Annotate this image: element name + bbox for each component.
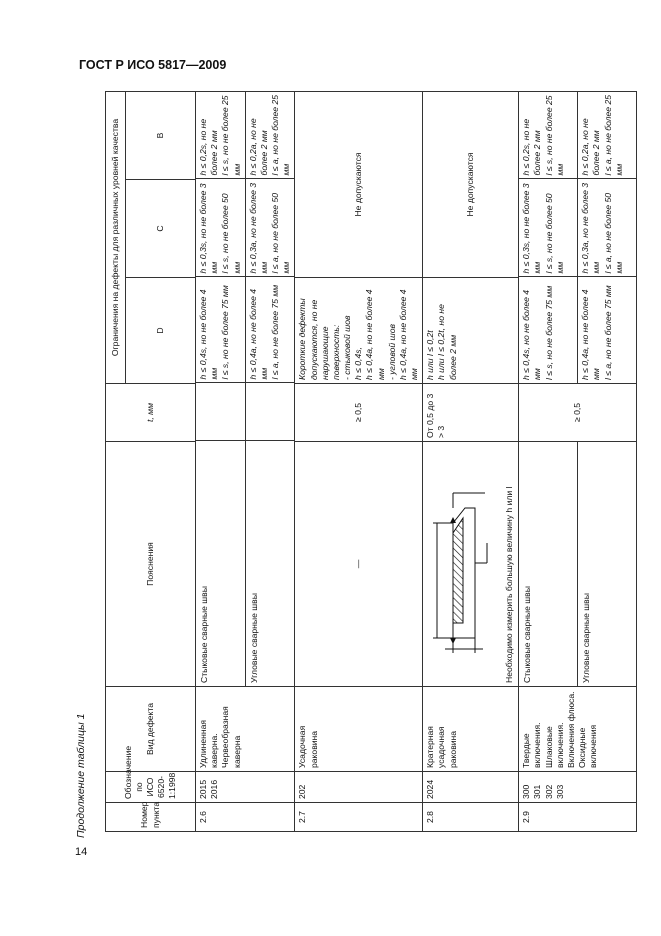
row-number: 2.8: [423, 803, 519, 832]
page-number: 14: [75, 846, 88, 858]
explanation-text: Стыковые сварные швы: [199, 586, 209, 683]
col-header-level-d: D: [126, 278, 196, 384]
limit-d: h ≤ 0,4s, но не более 4 мм l ≤ s, но не более 75 мм: [521, 285, 554, 380]
col-header-num: Номер пункта: [106, 803, 196, 832]
limit-b: h ≤ 0,2s, но не более 2 мм l ≤ s, но не более 25 мм: [519, 91, 578, 179]
col-header-iso: Обозначение по ИСО 6520-1:1998: [106, 772, 196, 803]
col-header-thickness: t, мм: [106, 384, 196, 442]
row-iso-code: 202: [295, 772, 423, 803]
page-header: ГОСТ Р ИСО 5817—2009: [79, 58, 227, 72]
limit-c: h ≤ 0,3s, но не более 3 мм l ≤ s, но не более 50 мм: [519, 179, 578, 277]
limits-subcell: [519, 91, 637, 383]
thickness-value: [196, 383, 245, 441]
limit-b: h ≤ 0,2s, но не более 2 мм l ≤ s, но не более 25 мм: [196, 91, 245, 179]
explanation-subcell: [519, 442, 637, 687]
thickness-value: ≥ 0,5: [295, 384, 423, 442]
crater-weld-diagram: [425, 445, 499, 683]
row-number: 2.7: [295, 803, 423, 832]
crater-figure-cell: [423, 442, 519, 687]
explanation-text: Угловые сварные швы: [578, 442, 637, 686]
limit-b: h ≤ 0,2a, но не более 2 мм l ≤ a, но не более 25 мм: [578, 91, 637, 179]
row-subtable: [196, 91, 295, 686]
limit-cb: Не допускаются: [423, 91, 519, 277]
col-header-limits: Ограничения на дефекты для различных уровней качества: [106, 91, 126, 383]
defects-table: [105, 91, 637, 832]
limit-d: h ≤ 0,4a, но не более 4 мм l ≤ a, но не более 75 мм: [578, 277, 637, 383]
limit-c: h ≤ 0,3a, но не более 3 мм l ≤ a, но не более 50 мм: [578, 179, 637, 277]
crater-note: Необходимо измерить большую величину h или l: [504, 486, 515, 683]
row-number: 2.9: [519, 803, 637, 832]
limit-c: h ≤ 0,3s, но не более 3 мм l ≤ s, но не более 50 мм: [196, 179, 245, 277]
explanation-text: Угловые сварные швы: [245, 441, 294, 686]
row-defect-type: Кратерная усадочная раковина: [423, 687, 519, 772]
col-header-explanation: Пояснения: [106, 442, 196, 687]
limit-d: h ≤ 0,4a, но не более 4 мм l ≤ a, но не более 75 мм: [245, 277, 294, 383]
limit-d: h или l ≤ 0,2t h или l ≤ 0,2t, но не более 2 мм: [423, 278, 519, 384]
row-number: 2.6: [196, 803, 295, 832]
row-iso-code: 2015 2016: [196, 772, 295, 803]
explanation-text: Стыковые сварные швы: [522, 586, 533, 683]
limit-d: Короткие дефекты допускаются, но не нарушающие поверхность: - стыковой шов h ≤ 0,4s, h ≤ 0,4a, но не более 4 мм - угловой шов h ≤ 0,4a, но не более 4 мм: [295, 278, 423, 384]
table-row: [519, 91, 637, 831]
col-header-type: Вид дефекта: [106, 687, 196, 772]
col-header-level-b: B: [126, 91, 196, 179]
table-header-row-1: [106, 91, 126, 831]
explanation-text: —: [295, 442, 423, 687]
table-row: [295, 91, 423, 831]
limit-c: h ≤ 0,3a, но не более 3 мм l ≤ a, но не более 50 мм: [245, 179, 294, 277]
thickness-value: ≥ 0,5: [519, 384, 637, 442]
table-continuation-caption: Продолжение таблицы 1: [75, 713, 87, 838]
row-iso-code: 2024: [423, 772, 519, 803]
row-defect-type: Удлиненная каверна. Червеобразная каверна: [196, 687, 295, 772]
table-row: [196, 91, 295, 831]
col-header-level-c: C: [126, 180, 196, 278]
rotated-table-wrapper: [105, 92, 624, 832]
row-iso-code: 300 301 302 303: [519, 772, 637, 803]
limit-cb: Не допускаются: [295, 91, 423, 277]
limit-b: h ≤ 0,2a, но не более 2 мм l ≤ a, но не более 25 мм: [245, 91, 294, 179]
row-defect-type: Твердые включения. Шлаковые включения. Включения флюса. Оксидные включения: [519, 687, 637, 772]
limit-d: h ≤ 0,4s, но не более 4 мм l ≤ s, но не более 75 мм: [196, 277, 245, 383]
table-row: [423, 91, 519, 831]
thickness-value: [245, 383, 294, 441]
thickness-value: От 0,5 до 3 > 3: [423, 384, 519, 442]
row-defect-type: Усадочная раковина: [295, 687, 423, 772]
